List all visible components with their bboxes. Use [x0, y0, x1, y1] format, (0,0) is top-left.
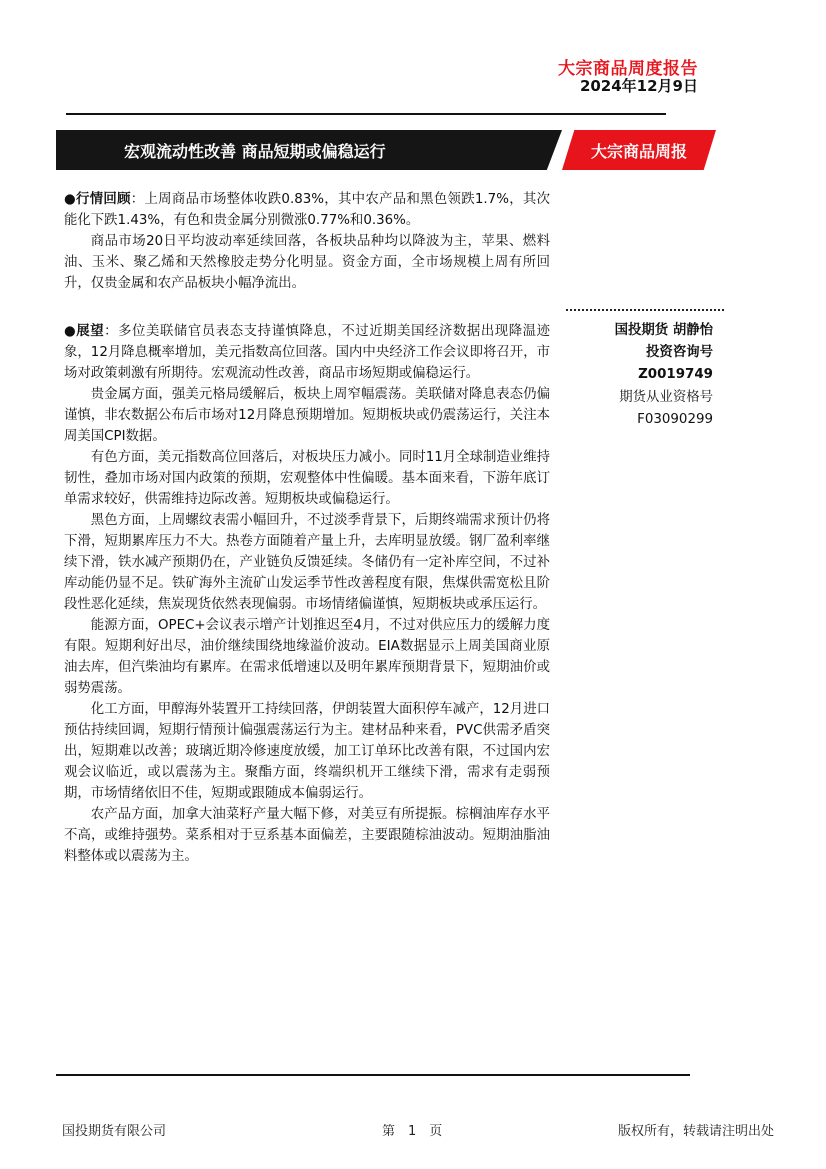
precious-metals-paragraph: 贵金属方面，强美元格局缓解后，板块上周窄幅震荡。美联储对降息表态仍偏谨慎，非农数据公布后市场对12月降息预期增加。短期板块或仍震荡运行，关注本周美国CPI数据。: [64, 387, 550, 444]
ferrous-paragraph: 黑色方面，上周螺纹表需小幅回升，不过淡季背景下，后期终端需求预计仍将下滑，短期累库压力不大。热卷方面随着产量上升，去库明显放缓。钢厂盈利率继续下滑，铁水减产预期仍在，产业链负反馈延续。冬储仍有一定补库空间，不过补库动能仍显不足。铁矿海外主流矿山发运季节性改善程度有限，焦煤供需宽松且阶段性恶化延续，焦炭现货依然表现偏弱。市场情绪偏谨慎，短期板块或承压运行。: [64, 513, 550, 612]
volatility-paragraph: 商品市场20日平均波动率延续回落，各板块品种均以降波为主，苹果、燃料油、玉米、聚乙烯和天然橡胶走势分化明显。资金方面，全市场规模上周有所回升，仅贵金属和农产品板块小幅净流出。: [64, 234, 550, 291]
paragraph-text: 多位美联储官员表态支持谨慎降息，不过近期美国经济数据出现降温迹象，12月降息概率增加，美元指数高位回落。国内中央经济工作会议即将召开，市场对政策刺激有所期待。宏观流动性改善，商品市场短期或偏稳运行。: [64, 324, 551, 381]
lead-colon: ：: [104, 324, 119, 339]
nonferrous-paragraph: 有色方面，美元指数高位回落后，对板块压力减小。同时11月全球制造业维持韧性，叠加市场对国内政策的预期，宏观整体中性偏暖。基本面来看，下游年底订单需求较好，供需维持边际改善。短期板块或偏稳运行。: [64, 450, 550, 507]
section-lead: 展望: [76, 324, 105, 339]
top-divider: [66, 113, 666, 115]
report-tag: 大宗商品周报: [590, 142, 687, 161]
energy-paragraph: 能源方面，OPEC+会议表示增产计划推迟至4月，不过对供应压力的缓解力度有限。短期利好出尽，油价继续围绕地缘溢价波动。EIA数据显示上周美国商业原油去库，但汽柴油均有累库。在需求低增速以及明年累库预期背景下，短期油价或弱势震荡。: [64, 618, 550, 696]
analyst-divider: [566, 309, 724, 311]
footer-divider: [56, 1074, 690, 1076]
headline: 宏观流动性改善 商品短期或偏稳运行: [124, 142, 386, 161]
footer-company: 国投期货有限公司: [62, 1124, 167, 1139]
section-lead: 行情回顾: [76, 192, 131, 207]
chemicals-paragraph: 化工方面，甲醇海外装置开工持续回落，伊朗装置大面积停车减产，12月进口预估持续回调，短期行情预计偏强震荡运行为主。建材品种来看，PVC供需矛盾突出，短期难以改善；玻璃近期冷修速度放缓，加工订单环比改善有限，不过国内宏观会议临近，或以震荡为主。聚酯方面，终端织机开工继续下滑，需求有走弱预期，市场情绪依旧不佳，短期或跟随成本偏弱运行。: [64, 702, 550, 801]
bullet-icon: ●: [64, 192, 76, 207]
report-title: 大宗商品周度报告: [558, 59, 698, 79]
consult-label: 投资咨询号: [646, 345, 713, 360]
license-id: F03090299: [637, 412, 713, 427]
analyst-name: 国投期货 胡静怡: [614, 323, 713, 338]
agriculture-paragraph: 农产品方面，加拿大油菜籽产量大幅下修，对美豆有所提振。棕榈油库存水平不高，或维持强势。菜系相对于豆系基本面偏差，主要跟随棕油波动。短期油脂油料整体或以震荡为主。: [64, 807, 550, 864]
market-review-paragraph: [64, 189, 550, 231]
outlook-section: [64, 321, 550, 867]
report-date: 2024年12月9日: [579, 77, 698, 95]
paragraph-text: 上周商品市场整体收跌0.83%，其中农产品和黑色领跌1.7%，其次能化下跌1.43%，有色和贵金属分别微涨0.77%和0.36%。: [64, 192, 551, 228]
lead-colon: ：: [130, 192, 145, 207]
footer-copyright: 版权所有，转载请注明出处: [617, 1124, 774, 1139]
consult-id: Z0019749: [638, 367, 713, 382]
market-review-section: [64, 189, 550, 294]
page-number: 第 1 页: [382, 1124, 443, 1139]
license-label: 期货从业资格号: [619, 390, 713, 405]
outlook-paragraph: [64, 321, 550, 384]
bullet-icon: ●: [64, 324, 77, 339]
